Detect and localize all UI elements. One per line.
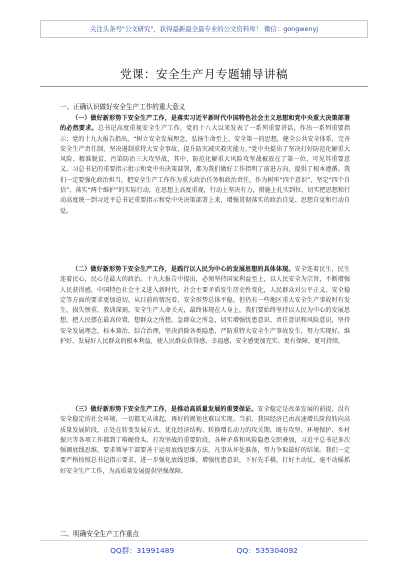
section-heading-2: 二、明确安全生产工作重点: [60, 530, 140, 538]
paragraph-2: [60, 265, 350, 347]
paragraph-1-text: 总书记高度重视安全生产工作，党的十八大以来发表了一系列重要讲话，作出一系列重要指示；党的十九大报告指出，“树立安全发展理念，弘扬生命至上、安全第一的思想，健全公共安全体系，完善安全生产责任制，坚决遏制重特大安全事故，提升防灾减灾救灾能力。”党中央提出了坚决打好防范化解重大风险、精准脱贫、污染防治三大攻坚战，其中，防范化解重大风险攻坚战被放在了第一位，可见其重要意义。习总书记的重要指示批示和党中央决策部署，都为我们做好工作指明了前进方向，提供了根本遵循。我们一定要强化政治担当，把安全生产工作作为重大政治任务和政治责任，作为树牢“四个意识”、坚定“四个自信”、落实“两个维护”的实际行动，在思想上高度重视，行动上坚决有力，措施上扎实到位，切实把思想和行动高度统一到习近平总书记重要指示和党中央决策部署上来，增强贯彻落实的政治自觉、思想自觉和行动自觉。: [60, 125, 351, 215]
section-heading-1: 一、正确认识做好安全生产工作的重大意义: [60, 103, 186, 111]
footer-divider: [40, 540, 368, 541]
footer-qq-group: QQ群：31991489: [110, 546, 175, 555]
paragraph-3-lead: （三）做好新形势下安全生产工作，是推动高质量发展的重要保证。: [72, 406, 258, 413]
paragraph-2-text: 安全连着民生，民生连着民心，民心是最大的政治。十九大报告中提出，必须坚持国家利益至上，以人民安全为宗旨，不断增强人民获得感，中国特色社会主义进入新时代，社会主要矛盾发生历史性变化，人民群众对公平正义、安全稳定等方面的要求更加迫切。从目前的情况看，安全形势总体平稳，但仍有一些地区重大安全生产事故时有发生，损失惨重，教训深刻。安全生产人命关天，最终体现在人身上，我们要始终坚持以人民为中心的发展思想，把人民摆在最高位置，想群众之所想，急群众之所急，切实增强忧患意识、责任意识和风险意识，坚持安全发展理念，标本兼治、综合治理，坚决消除各类隐患，严防重特大安全生产事故发生，努力实现好、维护好、发展好人民群众的根本利益，使人民群众获得感、幸福感、安全感更加充实、更有保障、更可持续。: [60, 266, 351, 346]
page-title: 党课：安全生产月专题辅导讲稿: [120, 67, 288, 81]
paragraph-1-lead: （一）做好新形势下安全生产工作，是落实习近平新时代中国特色社会主义思想和党中央重大决策部署的必然要求。: [60, 115, 350, 133]
paragraph-3: [60, 405, 350, 477]
footer-qq: QQ：535304092: [236, 546, 298, 555]
paragraph-1: [60, 114, 350, 217]
paragraph-2-lead: （二）做好新形势下安全生产工作，是践行以人民为中心的发展思想的具体体现。: [72, 266, 295, 273]
title-divider: [40, 86, 368, 87]
footer: [0, 545, 408, 556]
paragraph-3-text: 安全稳定是改革发展的前提，没有安全稳定的社会环境，一切都无从谈起，再好的规划也难以实现。当前，我国经济已由高速增长阶段转向高质量发展阶段，正处在转变发展方式、优化经济结构、转换增长动力的攻关期，既有攻坚、环境保护、乡村振兴等各项工作都到了啃硬骨头、打攻坚战的重要阶段，各种矛盾和风险隐患交织叠加，习近平总书记多次强调底线思维，要求领导干部要善于运用底线思维方法，凡事从坏处准备，努力争取最好的结果。我们一定要严格按照总书记指示要求，进一步强化底线思维，增强忧患意识，下好先手棋，打好主动仗，毫不动摇抓好安全生产工作，为高质量发展提供坚强保障。: [60, 406, 350, 475]
header-banner: 关注头条号"公文研究"，获得最新最全最专业的公文资料库！ 微信：gongwenyj: [40, 20, 368, 38]
